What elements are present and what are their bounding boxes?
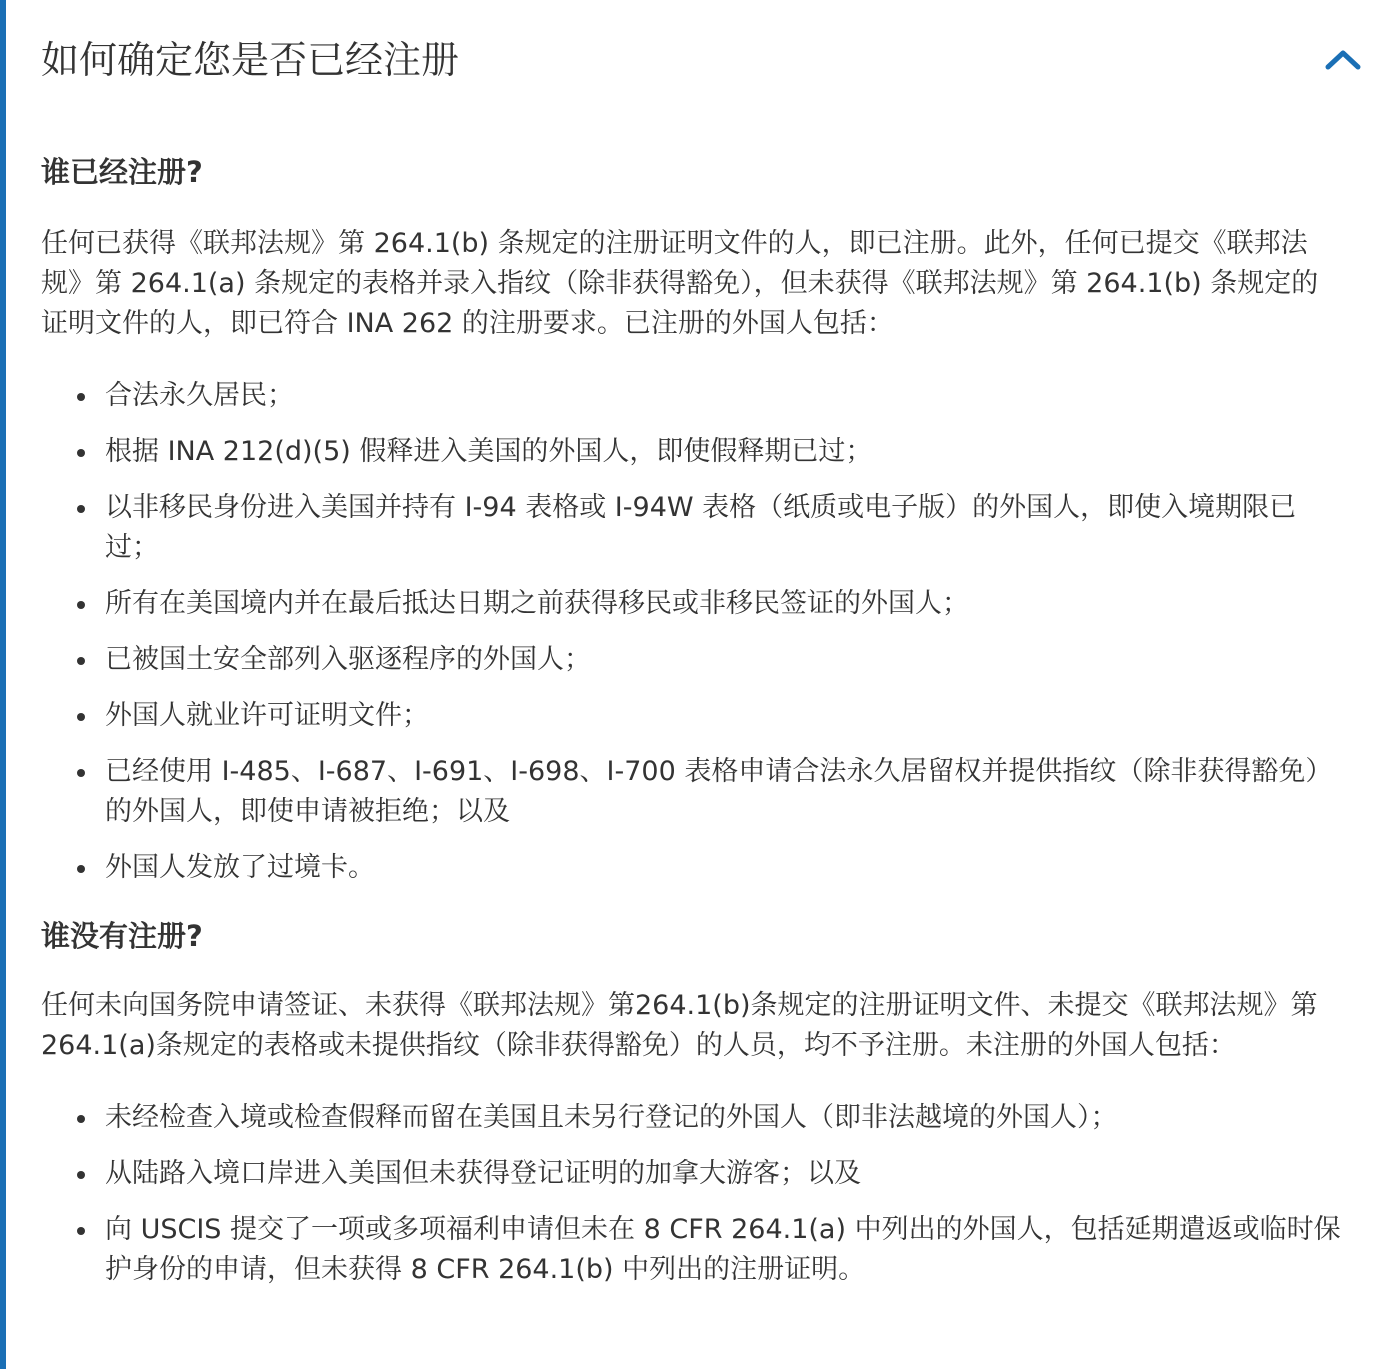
registered-intro: 任何已获得《联邦法规》第 264.1(b) 条规定的注册证明文件的人，即已注册。此外，任何已提交《联邦法规》第 264.1(a) 条规定的表格并录入指纹（除非获得豁免），但未获得《联邦法规》第 264.1(b) 条规定的证明文件的人，即已符合 INA 262 的注册要求。已注册的外国人包括：: [41, 228, 1319, 339]
bullet-icon: [77, 1227, 85, 1235]
bullet-icon: [77, 769, 85, 777]
bullet-icon: [77, 505, 85, 513]
bullet-icon: [77, 1171, 85, 1179]
bullet-icon: [77, 393, 85, 401]
accordion-title[interactable]: 如何确定您是否已经注册: [41, 38, 460, 82]
bullet-icon: [77, 449, 85, 457]
list-item-text: 所有在美国境内并在最后抵达日期之前获得移民或非移民签证的外国人；: [105, 588, 969, 619]
list-item-text: 外国人发放了过境卡。: [105, 852, 375, 883]
accordion-header[interactable]: [6, 0, 1395, 112]
list-item: [105, 376, 1345, 416]
list-item: [105, 752, 1345, 832]
registered-list: [41, 376, 1345, 888]
list-item-text: 外国人就业许可证明文件；: [105, 700, 429, 731]
list-item: [105, 584, 1345, 624]
unregistered-intro: 任何未向国务院申请签证、未获得《联邦法规》第264.1(b)条规定的注册证明文件、未提交《联邦法规》第264.1(a)条规定的表格或未提供指纹（除非获得豁免）的人员，均不予注册。未注册的外国人包括：: [41, 990, 1318, 1061]
list-item: [105, 488, 1345, 568]
list-item-text: 未经检查入境或检查假释而留在美国且未另行登记的外国人（即非法越境的外国人）；: [105, 1102, 1118, 1133]
bullet-icon: [77, 713, 85, 721]
list-item: [105, 432, 1345, 472]
list-item-text: 根据 INA 212(d)(5) 假释进入美国的外国人，即使假释期已过；: [105, 436, 873, 467]
bullet-icon: [77, 657, 85, 665]
bullet-icon: [77, 1115, 85, 1123]
bullet-icon: [77, 865, 85, 873]
accordion-body: [6, 112, 1395, 1290]
registered-section: [41, 152, 1345, 888]
list-item-text: 向 USCIS 提交了一项或多项福利申请但未在 8 CFR 264.1(a) 中列出的外国人，包括延期遣返或临时保护身份的申请，但未获得 8 CFR 264.1(b) 中列出的注册证明。: [105, 1214, 1341, 1285]
bullet-icon: [77, 601, 85, 609]
list-item: [105, 696, 1345, 736]
list-item: [105, 640, 1345, 680]
collapse-toggle-button[interactable]: [1321, 42, 1365, 76]
list-item: [105, 848, 1345, 888]
list-item-text: 从陆路入境口岸进入美国但未获得登记证明的加拿大游客；以及: [105, 1158, 861, 1189]
list-item-text: 合法永久居民；: [105, 380, 294, 411]
unregistered-heading: 谁没有注册?: [41, 919, 203, 953]
list-item-text: 以非移民身份进入美国并持有 I-94 表格或 I-94W 表格（纸质或电子版）的外国人，即使入境期限已过；: [105, 492, 1297, 563]
list-item: [105, 1098, 1345, 1138]
unregistered-section: [41, 916, 1345, 1290]
list-item: [105, 1210, 1345, 1290]
list-item-text: 已被国土安全部列入驱逐程序的外国人；: [105, 644, 591, 675]
registered-heading: 谁已经注册?: [41, 155, 203, 189]
list-item-text: 已经使用 I-485、I-687、I-691、I-698、I-700 表格申请合法永久居留权并提供指纹（除非获得豁免）的外国人，即使申请被拒绝；以及: [105, 756, 1333, 827]
unregistered-list: [41, 1098, 1345, 1290]
chevron-up-icon: [1325, 48, 1361, 70]
list-item: [105, 1154, 1345, 1194]
